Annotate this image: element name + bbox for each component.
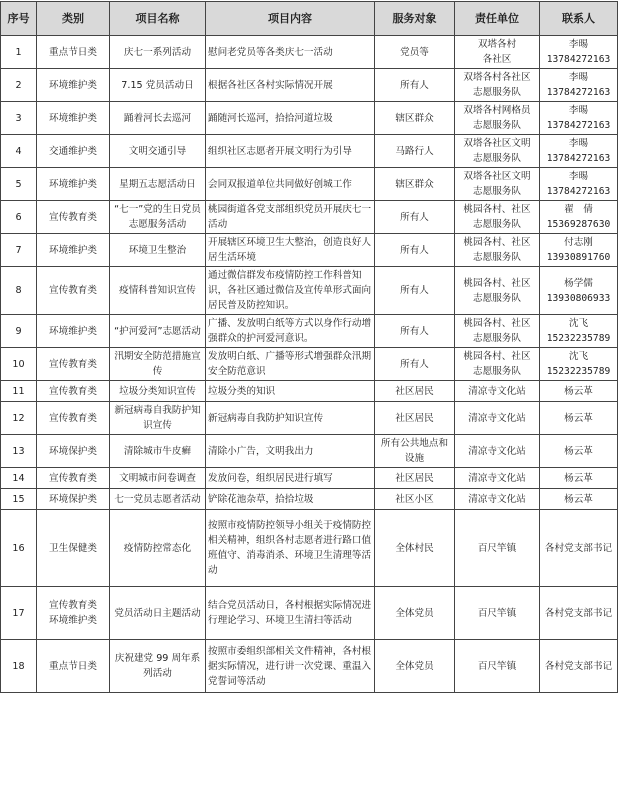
row-category: 交通维护类 [37, 135, 110, 168]
row-project-name: 庆祝建党 99 周年系列活动 [110, 640, 206, 693]
table-row [1, 102, 618, 135]
row-category: 环境维护类 [37, 234, 110, 267]
table-row [1, 435, 618, 468]
row-responsible-unit: 清凉寺文化站 [455, 489, 540, 510]
row-service-target: 党员等 [375, 36, 455, 69]
row-category: 宣传教育类 [37, 348, 110, 381]
row-service-target: 辖区群众 [375, 168, 455, 201]
row-contact: 各村党支部书记 [540, 587, 618, 640]
row-responsible-unit: 双塔各村各社区 志愿服务队 [455, 69, 540, 102]
row-contact: 李晹 13784272163 [540, 135, 618, 168]
row-category: 宣传教育类 [37, 381, 110, 402]
row-category: 环境保护类 [37, 435, 110, 468]
row-service-target: 全体村民 [375, 510, 455, 587]
table-row [1, 348, 618, 381]
row-project-name: 庆七一系列活动 [110, 36, 206, 69]
row-number: 14 [1, 468, 37, 489]
row-project-name: 环境卫生整治 [110, 234, 206, 267]
row-service-target: 所有人 [375, 69, 455, 102]
row-service-target: 所有人 [375, 234, 455, 267]
row-number: 5 [1, 168, 37, 201]
header-project-name: 项目名称 [110, 2, 206, 36]
row-project-name: 7.15 党员活动日 [110, 69, 206, 102]
row-project-name: “七一”党的生日党员志愿服务活动 [110, 201, 206, 234]
volunteer-activity-table [0, 1, 618, 693]
row-project-name: 文明城市问卷调查 [110, 468, 206, 489]
table-row [1, 587, 618, 640]
row-project-content: 垃圾分类的知识 [206, 381, 375, 402]
row-responsible-unit: 双塔各社区文明 志愿服务队 [455, 135, 540, 168]
row-contact: 杨云革 [540, 489, 618, 510]
row-number: 6 [1, 201, 37, 234]
row-responsible-unit: 百尺竿镇 [455, 640, 540, 693]
row-responsible-unit: 桃园各村、社区 志愿服务队 [455, 201, 540, 234]
row-contact: 杨云革 [540, 381, 618, 402]
row-contact: 各村党支部书记 [540, 510, 618, 587]
table-row [1, 135, 618, 168]
row-project-name: 文明交通引导 [110, 135, 206, 168]
row-number: 1 [1, 36, 37, 69]
header-contact: 联系人 [540, 2, 618, 36]
row-responsible-unit: 桃园各村、社区 志愿服务队 [455, 234, 540, 267]
row-project-content: 发放明白纸、广播等形式增强群众汛期安全防范意识 [206, 348, 375, 381]
row-service-target: 所有人 [375, 267, 455, 315]
header-project-content: 项目内容 [206, 2, 375, 36]
row-category: 重点节日类 [37, 36, 110, 69]
table-row [1, 402, 618, 435]
row-service-target: 辖区群众 [375, 102, 455, 135]
table-row [1, 489, 618, 510]
table-body [1, 36, 618, 693]
row-service-target: 所有公共地点和设施 [375, 435, 455, 468]
row-number: 15 [1, 489, 37, 510]
row-project-name: “护河爱河”志愿活动 [110, 315, 206, 348]
row-service-target: 所有人 [375, 348, 455, 381]
row-project-name: 新冠病毒自我防护知识宣传 [110, 402, 206, 435]
row-project-content: 按照市疫情防控领导小组关于疫情防控相关精神，组织各村志愿者进行路口值班值守、消毒消杀、环境卫生清理等活动 [206, 510, 375, 587]
row-contact: 杨云革 [540, 435, 618, 468]
row-project-content: 慰问老党员等各类庆七一活动 [206, 36, 375, 69]
row-service-target: 社区居民 [375, 468, 455, 489]
row-number: 16 [1, 510, 37, 587]
row-category: 宣传教育类 环境维护类 [37, 587, 110, 640]
row-project-content: 桃园街道各党支部组织党员开展庆七一活动 [206, 201, 375, 234]
row-category: 环境维护类 [37, 69, 110, 102]
table-row [1, 201, 618, 234]
row-project-content: 开展辖区环境卫生大整治，创造良好人居生活环境 [206, 234, 375, 267]
row-responsible-unit: 百尺竿镇 [455, 587, 540, 640]
row-project-content: 铲除花池杂草，拾拾垃圾 [206, 489, 375, 510]
row-project-name: 星期五志愿活动日 [110, 168, 206, 201]
row-contact: 沈飞 15232235789 [540, 315, 618, 348]
row-service-target: 全体党员 [375, 587, 455, 640]
row-project-content: 组织社区志愿者开展文明行为引导 [206, 135, 375, 168]
row-number: 9 [1, 315, 37, 348]
row-contact: 杨云革 [540, 468, 618, 489]
row-responsible-unit: 百尺竿镇 [455, 510, 540, 587]
row-service-target: 社区居民 [375, 402, 455, 435]
row-number: 11 [1, 381, 37, 402]
row-number: 12 [1, 402, 37, 435]
row-project-content: 广播、发放明白纸等方式以身作行动增强群众的护河爱河意识。 [206, 315, 375, 348]
header-service-target: 服务对象 [375, 2, 455, 36]
table-row [1, 267, 618, 315]
row-contact: 翟 倩 15369287630 [540, 201, 618, 234]
table-row [1, 510, 618, 587]
row-number: 13 [1, 435, 37, 468]
table-row [1, 69, 618, 102]
row-contact: 杨学儒 13930806933 [540, 267, 618, 315]
row-category: 宣传教育类 [37, 201, 110, 234]
row-contact: 沈飞 15232235789 [540, 348, 618, 381]
row-number: 3 [1, 102, 37, 135]
header-responsible-unit: 责任单位 [455, 2, 540, 36]
table-row [1, 234, 618, 267]
row-number: 17 [1, 587, 37, 640]
row-number: 10 [1, 348, 37, 381]
row-project-content: 清除小广告，文明我出力 [206, 435, 375, 468]
row-category: 重点节日类 [37, 640, 110, 693]
row-category: 宣传教育类 [37, 468, 110, 489]
row-project-content: 通过微信群发布疫情防控工作科普知识，各社区通过微信及宣传单形式面向居民普及防控知识。 [206, 267, 375, 315]
row-number: 8 [1, 267, 37, 315]
row-responsible-unit: 双塔各社区文明 志愿服务队 [455, 168, 540, 201]
header-row [1, 2, 618, 36]
row-project-name: 疫情科普知识宣传 [110, 267, 206, 315]
table-row [1, 381, 618, 402]
table-row [1, 168, 618, 201]
row-contact: 各村党支部书记 [540, 640, 618, 693]
row-contact: 李晹 13784272163 [540, 69, 618, 102]
table-row [1, 468, 618, 489]
row-category: 环境维护类 [37, 168, 110, 201]
row-category: 卫生保健类 [37, 510, 110, 587]
row-project-name: 清除城市牛皮癣 [110, 435, 206, 468]
row-service-target: 社区小区 [375, 489, 455, 510]
row-number: 7 [1, 234, 37, 267]
row-project-content: 根据各社区各村实际情况开展 [206, 69, 375, 102]
row-responsible-unit: 桃园各村、社区 志愿服务队 [455, 315, 540, 348]
row-project-content: 结合党员活动日，各村根据实际情况进行理论学习、环境卫生清扫等活动 [206, 587, 375, 640]
row-category: 环境保护类 [37, 489, 110, 510]
row-responsible-unit: 双塔各村网格员 志愿服务队 [455, 102, 540, 135]
row-project-name: 党员活动日主题活动 [110, 587, 206, 640]
row-project-content: 会同双报道单位共同做好创城工作 [206, 168, 375, 201]
row-project-content: 发放问卷，组织居民进行填写 [206, 468, 375, 489]
row-responsible-unit: 清凉寺文化站 [455, 381, 540, 402]
row-category: 宣传教育类 [37, 402, 110, 435]
row-contact: 李晹 13784272163 [540, 168, 618, 201]
header-category: 类别 [37, 2, 110, 36]
row-project-content: 按照市委组织部相关文件精神，各村根据实际情况，进行讲一次党课、重温入党誓词等活动 [206, 640, 375, 693]
row-service-target: 马路行人 [375, 135, 455, 168]
row-project-content: 踊随河长巡河，拾拾河道垃圾 [206, 102, 375, 135]
row-project-name: 疫情防控常态化 [110, 510, 206, 587]
row-responsible-unit: 清凉寺文化站 [455, 435, 540, 468]
table-row [1, 315, 618, 348]
row-project-name: 垃圾分类知识宣传 [110, 381, 206, 402]
row-number: 4 [1, 135, 37, 168]
row-responsible-unit: 双塔各村 各社区 [455, 36, 540, 69]
row-contact: 杨云革 [540, 402, 618, 435]
row-category: 宣传教育类 [37, 267, 110, 315]
table-row [1, 640, 618, 693]
row-responsible-unit: 清凉寺文化站 [455, 402, 540, 435]
row-project-name: 七一党员志愿者活动 [110, 489, 206, 510]
row-contact: 李晹 13784272163 [540, 102, 618, 135]
row-project-name: 汛期安全防范措施宣传 [110, 348, 206, 381]
row-category: 环境维护类 [37, 315, 110, 348]
row-contact: 李晹 13784272163 [540, 36, 618, 69]
row-service-target: 全体党员 [375, 640, 455, 693]
row-service-target: 社区居民 [375, 381, 455, 402]
row-responsible-unit: 清凉寺文化站 [455, 468, 540, 489]
header-no: 序号 [1, 2, 37, 36]
row-project-name: 踊着河长去巡河 [110, 102, 206, 135]
row-number: 2 [1, 69, 37, 102]
row-responsible-unit: 桃园各村、社区 志愿服务队 [455, 267, 540, 315]
row-contact: 付志刚 13930891760 [540, 234, 618, 267]
row-number: 18 [1, 640, 37, 693]
row-service-target: 所有人 [375, 201, 455, 234]
row-service-target: 所有人 [375, 315, 455, 348]
row-responsible-unit: 桃园各村、社区 志愿服务队 [455, 348, 540, 381]
row-project-content: 新冠病毒自我防护知识宣传 [206, 402, 375, 435]
row-category: 环境维护类 [37, 102, 110, 135]
table-row [1, 36, 618, 69]
